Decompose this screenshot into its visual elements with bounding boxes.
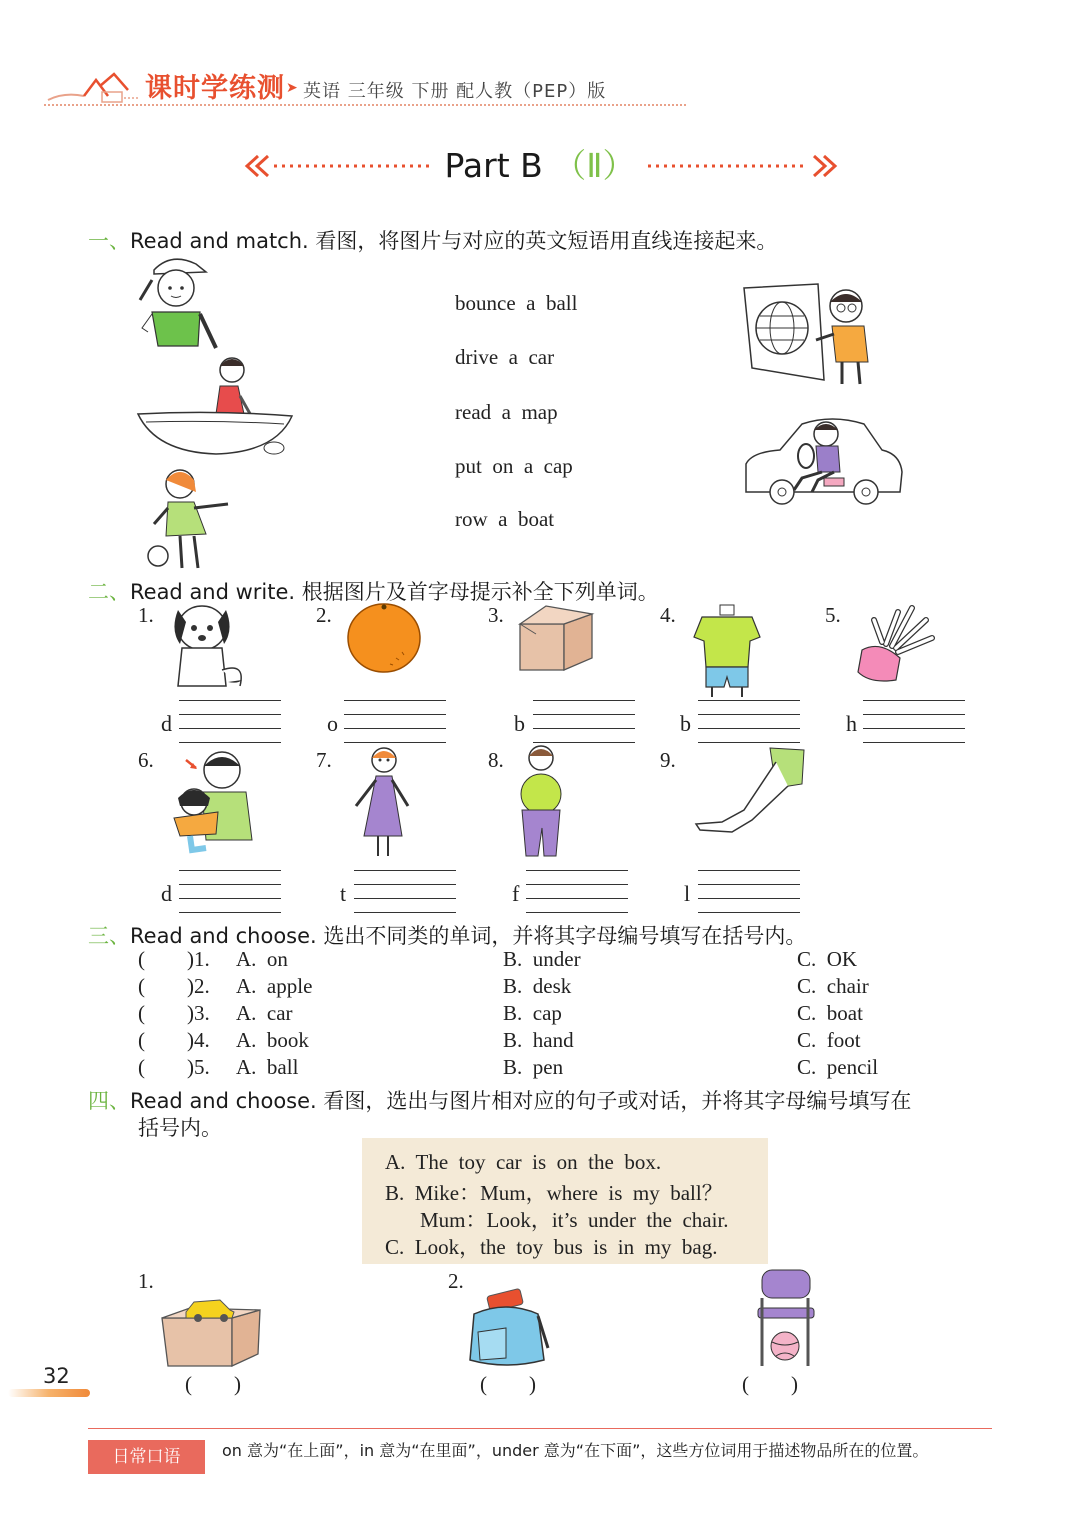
item7-writing-lines[interactable] [354, 870, 456, 914]
choice-row-2-b: B. desk [503, 974, 572, 998]
section3-number: 三、 [88, 924, 130, 948]
choice-row-4-c: C. foot [797, 1028, 861, 1052]
phrase-put-on-a-cap: put on a cap [455, 454, 573, 478]
choice-row-5-a: A. ball [236, 1055, 299, 1079]
section4-title-line2: 括号内。 [138, 1116, 222, 1140]
item6-letter: d [161, 881, 172, 906]
dad-and-daughter-icon [166, 746, 256, 852]
choice-row-5-c: C. pencil [797, 1055, 879, 1079]
page-number: 32 [43, 1364, 70, 1388]
section4-title-line1: Read and choose. 看图，选出与图片相对应的句子或对话，并将其字母编号填写在 [130, 1089, 912, 1113]
item5-writing-lines[interactable] [863, 700, 965, 744]
picture3-answer-blank[interactable]: ( ) [742, 1372, 798, 1396]
choice-row-3-c: C. boat [797, 1001, 863, 1025]
item2-letter: o [327, 711, 338, 736]
item3-letter: b [514, 711, 525, 736]
choice-row-2-bracket[interactable]: ( )2. [138, 974, 210, 998]
choice-row-1-c: C. OK [797, 947, 858, 971]
item8-writing-lines[interactable] [526, 870, 628, 914]
item2-number: 2. [316, 603, 332, 627]
picture2-answer-blank[interactable]: ( ) [480, 1372, 536, 1396]
section4-heading [88, 1085, 911, 1115]
brand-title: 课时学练测 [145, 73, 285, 104]
boy-body-icon [692, 603, 762, 699]
teacher-icon [346, 744, 416, 860]
section3-heading [88, 920, 806, 950]
item1-writing-lines[interactable] [179, 700, 281, 744]
item1-letter: d [161, 711, 172, 736]
choice-row-1-a: A. on [236, 947, 288, 971]
dog-icon [166, 600, 252, 692]
section1-title: Read and match. 看图，将图片与对应的英文短语用直线连接起来。 [130, 229, 778, 253]
item1-number: 1. [138, 603, 154, 627]
choice-row-5-bracket[interactable]: ( )5. [138, 1055, 210, 1079]
choice-row-3-bracket[interactable]: ( )3. [138, 1001, 210, 1025]
book-subtitle: 英语 三年级 下册 配人教（PEP）版 [303, 81, 607, 102]
hand-icon [856, 602, 936, 682]
boy-putting-on-cap-icon [136, 250, 226, 355]
phrase-drive-a-car: drive a car [455, 345, 555, 369]
choice-row-2-a: A. apple [236, 974, 313, 998]
item7-letter: t [340, 881, 347, 906]
option-b-line1: B. Mike：Mum，where is my ball？ [385, 1181, 723, 1205]
boy-driving-car-icon [742, 416, 904, 510]
item5-number: 5. [825, 603, 841, 627]
footer-note: on 意为“在上面”，in 意为“在里面”，under 意为“在下面”，这些方位词用于描述物品所在的位置。 [222, 1441, 929, 1460]
woman-fat-icon [516, 744, 566, 864]
toy-car-on-box-icon [160, 1296, 262, 1368]
item9-writing-lines[interactable] [698, 870, 800, 914]
item4-number: 4. [660, 603, 676, 627]
item8-number: 8. [488, 748, 504, 772]
item6-number: 6. [138, 748, 154, 772]
footer-divider [88, 1428, 992, 1429]
header-house-icon [44, 62, 144, 106]
page-number-bar [8, 1389, 90, 1397]
choice-row-1-bracket[interactable]: ( )1. [138, 947, 210, 971]
choice-row-3-a: A. car [236, 1001, 293, 1025]
girl-bouncing-ball-icon [136, 464, 246, 574]
item9-letter: l [684, 881, 691, 906]
item9-number: 9. [660, 748, 676, 772]
footer-tag: 日常口语 [88, 1440, 205, 1474]
item8-letter: f [512, 881, 520, 906]
picture1-answer-blank[interactable]: ( ) [185, 1372, 241, 1396]
item7-number: 7. [316, 748, 332, 772]
item4-letter: b [680, 711, 691, 736]
section1-number: 一、 [88, 229, 130, 253]
picture1-number: 1. [138, 1269, 154, 1293]
option-a: A. The toy car is on the box. [385, 1150, 662, 1174]
section4-number: 四、 [88, 1089, 130, 1113]
choice-row-3-b: B. cap [503, 1001, 562, 1025]
phrase-row-a-boat: row a boat [455, 507, 555, 531]
section3-title: Read and choose. 选出不同类的单词，并将其字母编号填写在括号内。 [130, 924, 807, 948]
choice-row-2-c: C. chair [797, 974, 869, 998]
item6-writing-lines[interactable] [179, 870, 281, 914]
ball-under-chair-icon [752, 1268, 818, 1370]
item3-number: 3. [488, 603, 504, 627]
box-icon [516, 604, 596, 672]
choice-row-4-bracket[interactable]: ( )4. [138, 1028, 210, 1052]
choice-row-4-b: B. hand [503, 1028, 574, 1052]
right-chevron-decoration-icon [646, 153, 838, 179]
item2-writing-lines[interactable] [344, 700, 446, 744]
item4-writing-lines[interactable] [698, 700, 800, 744]
phrase-bounce-a-ball: bounce a ball [455, 291, 578, 315]
phrase-read-a-map: read a map [455, 400, 558, 424]
orange-icon [346, 602, 422, 674]
part-title [0, 140, 1080, 187]
choice-row-4-a: A. book [236, 1028, 309, 1052]
choice-row-1-b: B. under [503, 947, 581, 971]
brand-arrow-icon: ➤ [286, 80, 298, 96]
header-divider [44, 104, 686, 106]
item3-writing-lines[interactable] [533, 700, 635, 744]
section2-title: Read and write. 根据图片及首字母提示补全下列单词。 [130, 580, 659, 604]
girl-rowing-boat-icon [136, 352, 296, 462]
item5-letter: h [846, 711, 857, 736]
section2-number: 二、 [88, 580, 130, 604]
option-b-line2: Mum：Look，it’s under the chair. [420, 1208, 729, 1232]
part-title-sub: （Ⅱ） [553, 146, 636, 185]
boy-reading-map-icon [742, 282, 892, 388]
part-title-main: Part B [444, 146, 543, 185]
choice-row-5-b: B. pen [503, 1055, 564, 1079]
toy-bus-in-bag-icon [466, 1288, 550, 1370]
picture2-number: 2. [448, 1269, 464, 1293]
leg-icon [692, 744, 808, 836]
option-c: C. Look，the toy bus is in my bag. [385, 1235, 718, 1259]
